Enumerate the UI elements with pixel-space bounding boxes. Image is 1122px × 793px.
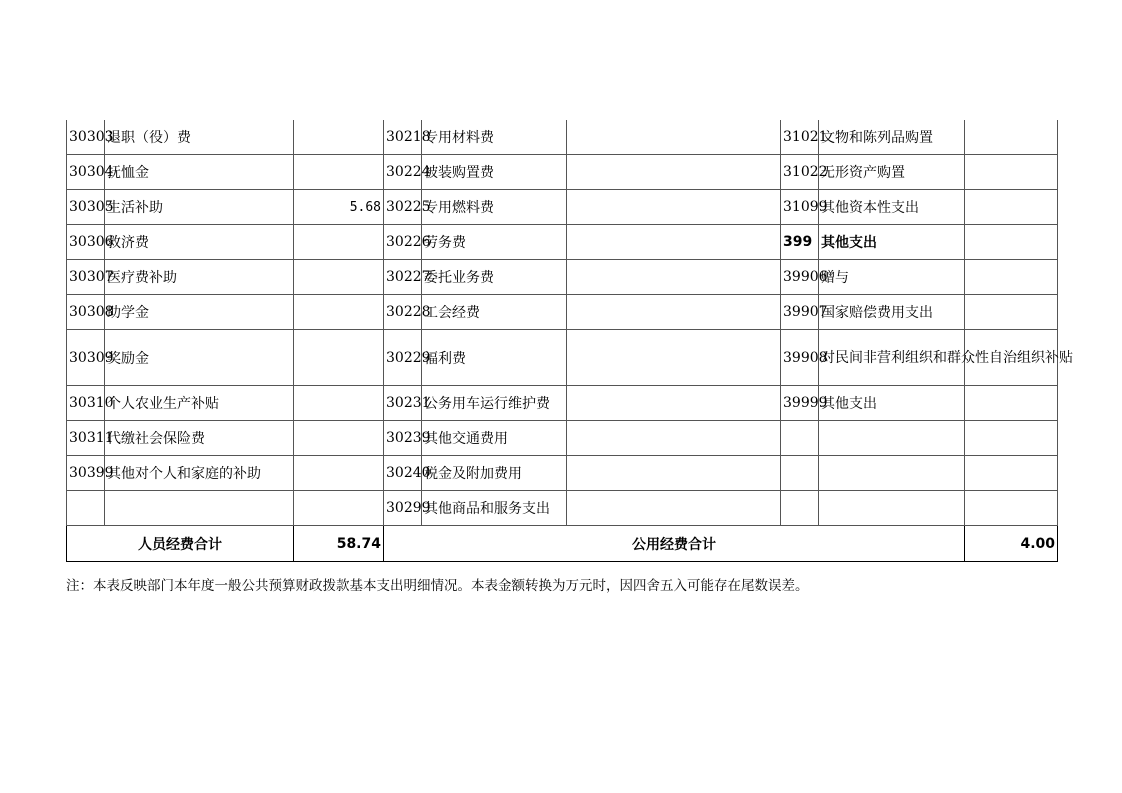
personnel-amount bbox=[294, 330, 384, 386]
table-row bbox=[67, 386, 1058, 421]
public-item: 福利费 bbox=[422, 330, 567, 386]
capital-code bbox=[781, 491, 819, 526]
public-amount bbox=[567, 421, 781, 456]
public-code: 30299 bbox=[384, 491, 422, 526]
personnel-amount: 5.68 bbox=[294, 190, 384, 225]
personnel-total-amount: 58.74 bbox=[294, 526, 384, 562]
personnel-item: 抚恤金 bbox=[105, 155, 294, 190]
capital-item bbox=[819, 456, 965, 491]
public-code: 30218 bbox=[384, 120, 422, 155]
capital-item bbox=[819, 491, 965, 526]
personnel-amount bbox=[294, 491, 384, 526]
personnel-code: 30306 bbox=[67, 225, 105, 260]
personnel-amount bbox=[294, 456, 384, 491]
capital-amount bbox=[965, 120, 1058, 155]
capital-amount bbox=[965, 155, 1058, 190]
personnel-item: 医疗费补助 bbox=[105, 260, 294, 295]
personnel-item: 其他对个人和家庭的补助 bbox=[105, 456, 294, 491]
capital-code bbox=[781, 456, 819, 491]
capital-code: 39999 bbox=[781, 386, 819, 421]
personnel-item: 生活补助 bbox=[105, 190, 294, 225]
public-code: 30226 bbox=[384, 225, 422, 260]
budget-detail-table bbox=[66, 120, 1073, 562]
table-row bbox=[67, 491, 1058, 526]
public-item: 其他交通费用 bbox=[422, 421, 567, 456]
personnel-code: 30308 bbox=[67, 295, 105, 330]
capital-code: 31021 bbox=[781, 120, 819, 155]
public-amount bbox=[567, 491, 781, 526]
capital-amount bbox=[965, 190, 1058, 225]
capital-amount bbox=[965, 491, 1058, 526]
public-item: 委托业务费 bbox=[422, 260, 567, 295]
personnel-item: 助学金 bbox=[105, 295, 294, 330]
personnel-item: 个人农业生产补贴 bbox=[105, 386, 294, 421]
public-amount bbox=[567, 295, 781, 330]
table-row bbox=[67, 421, 1058, 456]
personnel-code: 30309 bbox=[67, 330, 105, 386]
public-code: 30231 bbox=[384, 386, 422, 421]
personnel-item: 退职（役）费 bbox=[105, 120, 294, 155]
capital-code: 39906 bbox=[781, 260, 819, 295]
public-code: 30229 bbox=[384, 330, 422, 386]
personnel-code: 30399 bbox=[67, 456, 105, 491]
personnel-amount bbox=[294, 260, 384, 295]
table-row bbox=[67, 225, 1058, 260]
public-total-amount: 4.00 bbox=[965, 526, 1058, 562]
personnel-amount bbox=[294, 386, 384, 421]
public-item: 专用材料费 bbox=[422, 120, 567, 155]
public-amount bbox=[567, 190, 781, 225]
personnel-code: 30310 bbox=[67, 386, 105, 421]
personnel-amount bbox=[294, 421, 384, 456]
table-row bbox=[67, 330, 1058, 386]
public-amount bbox=[567, 386, 781, 421]
personnel-amount bbox=[294, 120, 384, 155]
personnel-amount bbox=[294, 155, 384, 190]
public-code: 30240 bbox=[384, 456, 422, 491]
public-item: 专用燃料费 bbox=[422, 190, 567, 225]
capital-amount bbox=[965, 260, 1058, 295]
public-item: 工会经费 bbox=[422, 295, 567, 330]
personnel-item: 代缴社会保险费 bbox=[105, 421, 294, 456]
capital-item: 无形资产购置 bbox=[819, 155, 965, 190]
public-total-label: 公用经费合计 bbox=[384, 526, 965, 562]
capital-code: 31099 bbox=[781, 190, 819, 225]
public-amount bbox=[567, 456, 781, 491]
capital-item: 文物和陈列品购置 bbox=[819, 120, 965, 155]
public-amount bbox=[567, 155, 781, 190]
personnel-item: 救济费 bbox=[105, 225, 294, 260]
public-item: 被装购置费 bbox=[422, 155, 567, 190]
table-footnote: 注：本表反映部门本年度一般公共预算财政拨款基本支出明细情况。本表金额转换为万元时，因四舍五入可能存在尾数误差。 bbox=[66, 578, 809, 594]
capital-item: 对民间非营利组织和群众性自治组织补贴 bbox=[819, 330, 965, 386]
personnel-amount bbox=[294, 295, 384, 330]
public-item: 劳务费 bbox=[422, 225, 567, 260]
capital-amount bbox=[965, 456, 1058, 491]
table-row bbox=[67, 456, 1058, 491]
public-code: 30224 bbox=[384, 155, 422, 190]
personnel-total-label: 人员经费合计 bbox=[67, 526, 294, 562]
public-item: 公务用车运行维护费 bbox=[422, 386, 567, 421]
personnel-item bbox=[105, 491, 294, 526]
capital-item: 其他支出 bbox=[819, 225, 965, 260]
personnel-code: 30311 bbox=[67, 421, 105, 456]
table-row bbox=[67, 155, 1058, 190]
public-amount bbox=[567, 120, 781, 155]
capital-item: 其他支出 bbox=[819, 386, 965, 421]
capital-item: 其他资本性支出 bbox=[819, 190, 965, 225]
totals-row bbox=[67, 526, 1058, 562]
public-code: 30227 bbox=[384, 260, 422, 295]
personnel-code: 30305 bbox=[67, 190, 105, 225]
capital-code: 39908 bbox=[781, 330, 819, 386]
public-code: 30239 bbox=[384, 421, 422, 456]
capital-amount bbox=[965, 421, 1058, 456]
capital-amount bbox=[965, 225, 1058, 260]
personnel-code bbox=[67, 491, 105, 526]
table-row bbox=[67, 120, 1058, 155]
capital-code bbox=[781, 421, 819, 456]
public-amount bbox=[567, 330, 781, 386]
table-row bbox=[67, 295, 1058, 330]
personnel-code: 30307 bbox=[67, 260, 105, 295]
public-item: 税金及附加费用 bbox=[422, 456, 567, 491]
capital-code: 39907 bbox=[781, 295, 819, 330]
table-body bbox=[67, 120, 1073, 526]
public-code: 30225 bbox=[384, 190, 422, 225]
capital-code: 31022 bbox=[781, 155, 819, 190]
personnel-code: 30303 bbox=[67, 120, 105, 155]
capital-amount bbox=[965, 386, 1058, 421]
table-row bbox=[67, 190, 1058, 225]
capital-item: 国家赔偿费用支出 bbox=[819, 295, 965, 330]
personnel-code: 30304 bbox=[67, 155, 105, 190]
capital-amount bbox=[965, 295, 1058, 330]
public-item: 其他商品和服务支出 bbox=[422, 491, 567, 526]
public-code: 30228 bbox=[384, 295, 422, 330]
personnel-item: 奖励金 bbox=[105, 330, 294, 386]
public-amount bbox=[567, 225, 781, 260]
capital-code: 399 bbox=[781, 225, 819, 260]
capital-item: 赠与 bbox=[819, 260, 965, 295]
capital-item bbox=[819, 421, 965, 456]
personnel-amount bbox=[294, 225, 384, 260]
table-row bbox=[67, 260, 1058, 295]
public-amount bbox=[567, 260, 781, 295]
